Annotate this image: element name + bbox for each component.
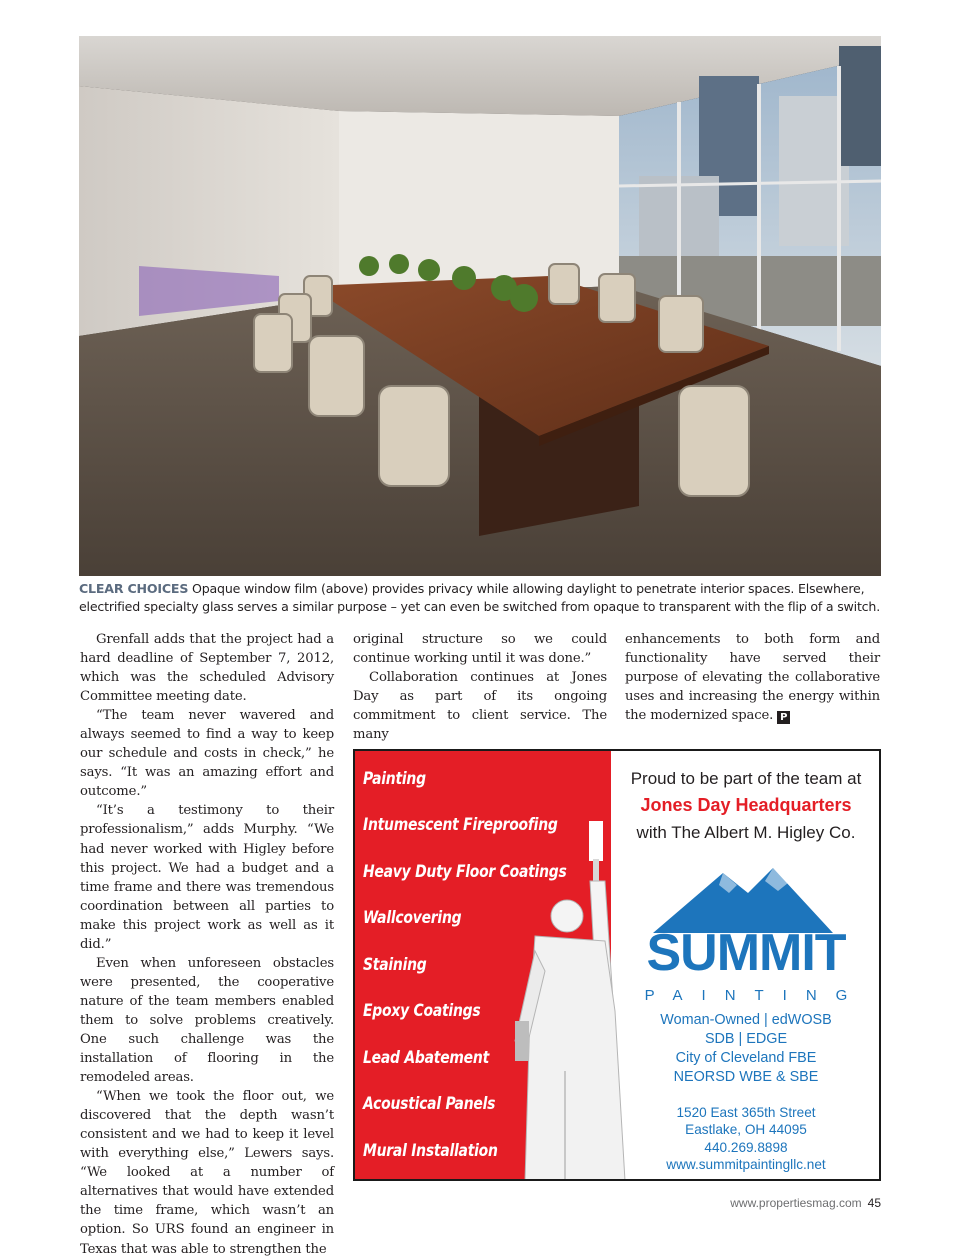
end-mark-icon: P [777,711,790,724]
service-item: Wallcovering [363,908,462,928]
service-item: Lead Abatement [363,1048,489,1068]
caption-text: Opaque window film (above) provides privacy while allowing daylight to penetrate interior spaces. Elsewhere, electrified specialty glass serves a similar purpose – yet can even be switched from opaque to transparent with the flip of a switch. [79,581,880,614]
painting-logo-text: PAINTING [644,987,867,1004]
ad-website-link[interactable]: www.summitpaintingllc.net [666,1157,826,1172]
address-line: 1520 East 365th Street [676,1105,816,1120]
paragraph-text: enhancements to both form and functionality have served their purpose of elevating the collaborative uses and increasing the energy within the modernized space. [625,632,880,724]
paragraph: Even when unforeseen obstacles were presented, the cooperative nature of the team members enabled them to solve problems creatively. One such challenge was the installation of flooring in the remodeled areas. [80,955,334,1086]
service-item: Epoxy Coatings [363,1001,481,1021]
page-number: 45 [867,1196,881,1210]
paragraph: “When we took the floor out, we discovered that the depth wasn’t consistent and we had to keep it level with everything else,” Lewers says. “We looked at a number of alternatives that would have extended the time frame, which wasn’t an option. So URS found an engineer in Texas that was able to strengthen the [80,1089,334,1257]
article-column-3 [625,630,880,725]
photo-caption [79,580,881,616]
summit-logo-text: SUMMIT [646,924,846,982]
caption-lead: CLEAR CHOICES [79,581,189,596]
cert-line: City of Cleveland FBE [675,1050,817,1066]
cert-line: Woman-Owned | edWOSB [660,1012,832,1028]
article-column-2 [353,630,607,744]
footer-url[interactable]: www.propertiesmag.com [730,1196,862,1210]
ad-info-panel [613,751,879,1179]
paragraph: “The team never wavered and always seemed to find a way to keep our schedule and costs in check,” he says. “It was an amazing effort and outcome.” [80,708,334,800]
conference-room-photo [79,36,881,576]
paragraph: original structure so we could continue working until it was done.” [353,632,607,667]
service-item: Painting [363,769,426,789]
article-column-1 [80,630,334,1259]
service-item: Intumescent Fireproofing [363,815,558,835]
conference-room-illustration [79,36,881,576]
page-footer [730,1196,881,1210]
ad-services-panel [355,751,611,1179]
ad-jones-day-text: Jones Day Headquarters [640,795,852,815]
service-item: Staining [363,955,427,975]
service-item: Heavy Duty Floor Coatings [363,862,567,882]
summit-painting-ad [353,749,881,1181]
address-line: Eastlake, OH 44095 [685,1122,807,1137]
cert-line: SDB | EDGE [704,1031,788,1047]
paragraph-final [625,630,880,725]
paragraph: Grenfall adds that the project had a hard deadline of September 7, 2012, which was the scheduled Advisory Committee meeting date. [80,632,334,705]
ad-proud-text: Proud to be part of the team at [630,769,862,788]
paragraph: “It’s a testimony to their professionalism,” adds Murphy. “We had never worked with Higley before this project. We had a budget and a time frame and there was tremendous coordination between all parties to make this project work as well as it did.” [80,803,334,952]
paragraph: Collaboration continues at Jones Day as part of its ongoing commitment to client service. The many [353,670,607,743]
service-item: Mural Installation [363,1141,498,1161]
service-item: Acoustical Panels [363,1094,496,1114]
phone-number: 440.269.8898 [704,1140,788,1155]
cert-line: NEORSD WBE & SBE [673,1069,819,1085]
ad-higley-text: with The Albert M. Higley Co. [636,823,856,842]
